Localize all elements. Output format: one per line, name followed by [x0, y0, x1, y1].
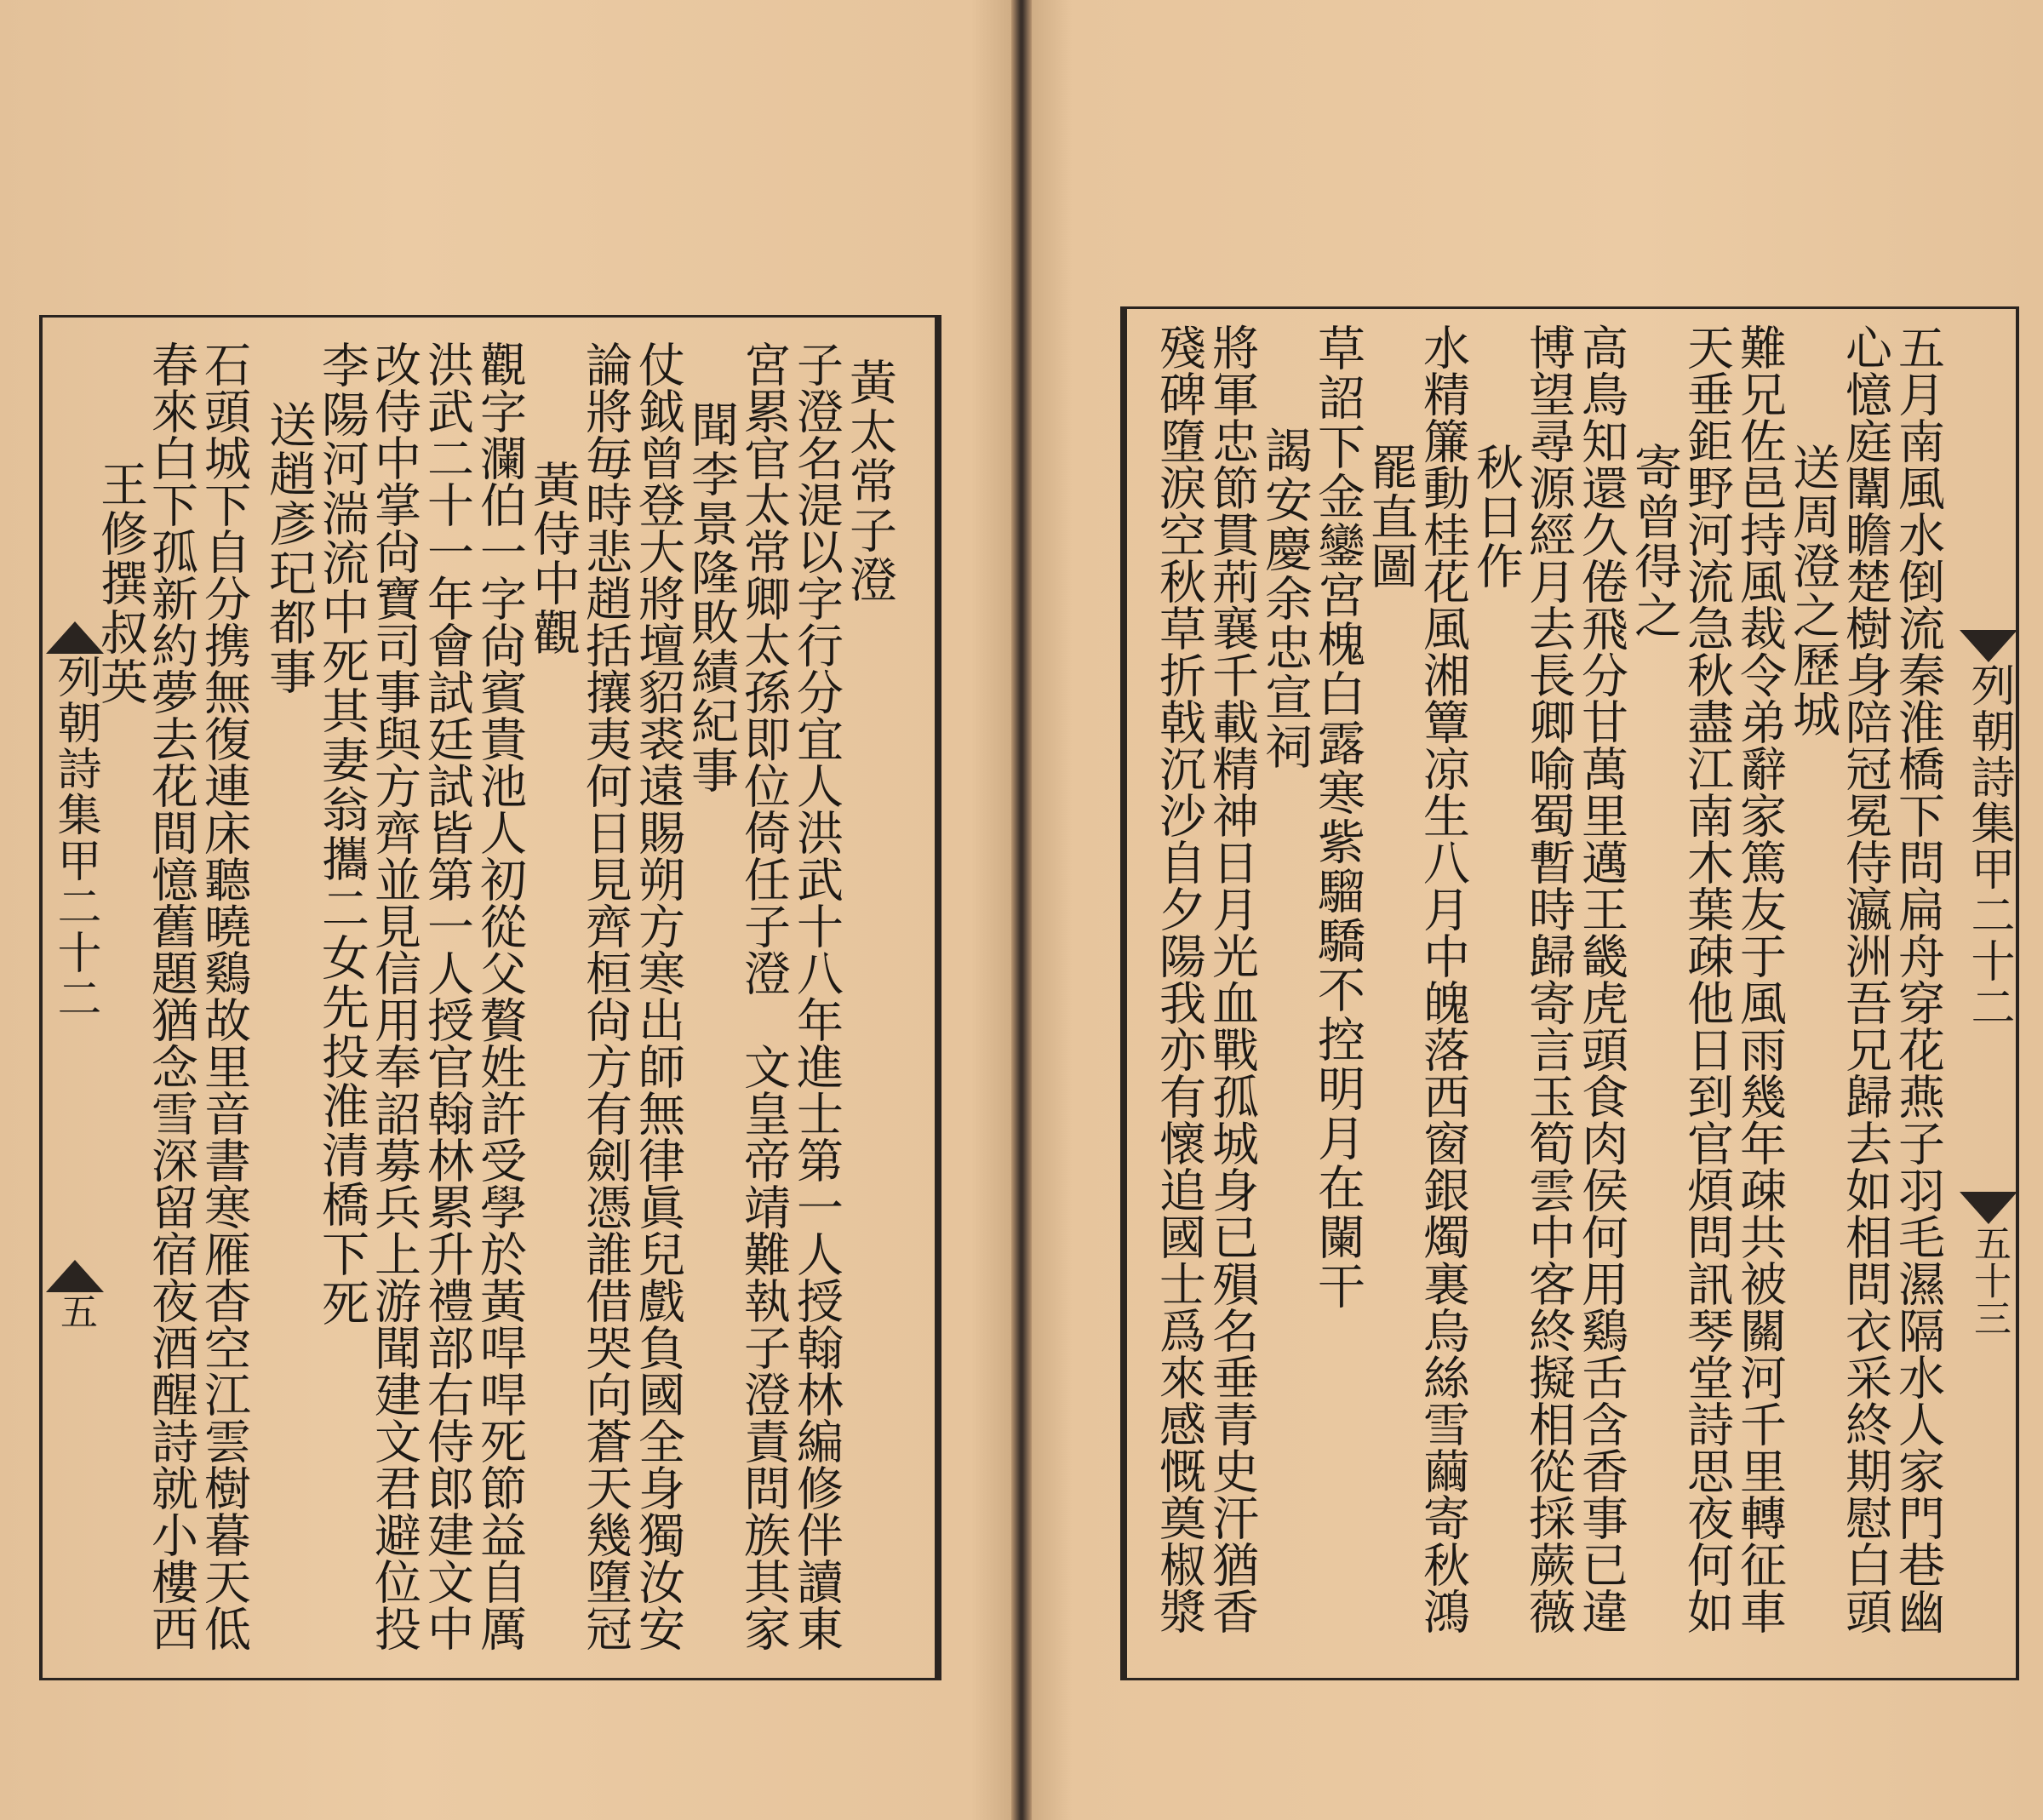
left-col-7: 黃侍中觀 [525, 460, 581, 657]
right-col-2: 心憶庭闈瞻楚樹身陪冠冕侍瀛洲吾兄歸去如相問衣采終期慰白頭 [1838, 323, 1892, 1634]
fish-tail-mark-icon [46, 1260, 104, 1292]
left-folio-block [44, 1260, 106, 1330]
left-col-1: 黃太常子澄 [842, 358, 897, 604]
left-col-9: 洪武二十一年會試廷試皆第一人授官翰林累升禮部右侍郎建文中 [420, 341, 474, 1651]
left-col-2: 子澄名湜以字行分宜人洪武十八年進士第一人授翰林編修伴讀東 [789, 341, 844, 1651]
right-col-3: 送周澄之歷城 [1785, 443, 1840, 739]
right-col-7: 高鳥知還久倦飛分甘萬里邁王畿虎頭食肉侯何用鷄舌含香事已違 [1574, 323, 1628, 1634]
left-col-15: 王修撰叔英 [93, 460, 148, 707]
fish-tail-mark-icon [1960, 1192, 2017, 1224]
right-center-title: 列朝詩集甲二十二 [1963, 662, 2014, 1030]
right-col-15: 殘碑墮淚空秋草折戟沉沙自夕陽我亦有懷追國士爲來感慨奠椒漿 [1152, 323, 1206, 1634]
right-col-8: 博望尋源經月去長卿喻蜀暫時歸寄言玉筍雲中客終擬相從採蕨薇 [1521, 323, 1576, 1634]
right-col-13: 謁安慶余忠宣祠 [1257, 426, 1313, 771]
left-col-11: 李陽河湍流中死其妻翁攜二女先投淮清橋下死 [314, 341, 369, 1328]
right-col-6: 寄曾得之 [1627, 443, 1682, 640]
left-col-14: 春來白下孤新約夢去花間憶舊題猶念雪深留宿夜酒醒詩就小樓西 [144, 341, 198, 1651]
fish-tail-mark-icon [1960, 630, 2017, 662]
right-col-14: 將軍忠節貫荊襄千載精神日月光血戰孤城身已殞名垂青史汗猶香 [1205, 323, 1259, 1634]
right-col-11: 罷直圖 [1363, 443, 1418, 591]
left-col-5: 仗鉞曾登大將壇貂裘遠賜朔方寒出師無律眞兒戲負國全身獨汝安 [631, 341, 685, 1651]
right-folio-number: 五十三 [1967, 1224, 2011, 1336]
right-col-5: 天垂鉅野河流急秋盡江南木葉疎他日到官煩問訊琴堂詩思夜何如 [1680, 323, 1734, 1634]
right-banxin [1958, 630, 2019, 1030]
left-col-13: 石頭城下自分携無復連床聽曉鷄故里音書寒雁杳空江雲樹暮天低 [197, 341, 251, 1651]
left-center-title: 列朝詩集甲二十二 [49, 654, 100, 1022]
book-spine [1011, 0, 1032, 1820]
right-col-12: 草詔下金鑾宮槐白露寒紫騮驕不控明月在闌干 [1310, 323, 1365, 1311]
left-col-3: 宮累官太常卿太孫即位倚任子澄 文皇帝靖難執子澄責問族其家 [736, 341, 791, 1651]
right-col-4: 難兄佐邑持風裁令弟辭家篤友于風雨幾年疎共被關河千里轉征車 [1732, 323, 1787, 1634]
right-col-10: 水精簾動桂花風湘簟凉生八月中魄落西窗銀燭裏烏絲雪繭寄秋鴻 [1416, 323, 1470, 1634]
right-col-1: 五月南風水倒流秦淮橋下問扁舟穿花燕子羽毛濕隔水人家門巷幽 [1891, 323, 1945, 1634]
left-col-8: 觀字瀾伯一字尙賓貴池人初從父贅姓許受學於黃哻哻死節益自厲 [472, 341, 527, 1651]
left-col-12: 送趙彥玘都事 [261, 400, 317, 696]
left-col-10: 改侍中掌尙寶司事與方齊並見信用奉詔募兵上游聞建文君避位投 [367, 341, 421, 1651]
right-folio-block [1958, 1192, 2019, 1336]
left-col-6: 論將毎時悲趙括攘夷何日見齊桓尙方有劍憑誰借哭向蒼天幾墮冠 [578, 341, 632, 1651]
right-col-9: 秋日作 [1468, 443, 1524, 591]
left-col-4: 聞李景隆敗績紀事 [684, 400, 739, 795]
left-folio-number: 五 [54, 1292, 97, 1330]
